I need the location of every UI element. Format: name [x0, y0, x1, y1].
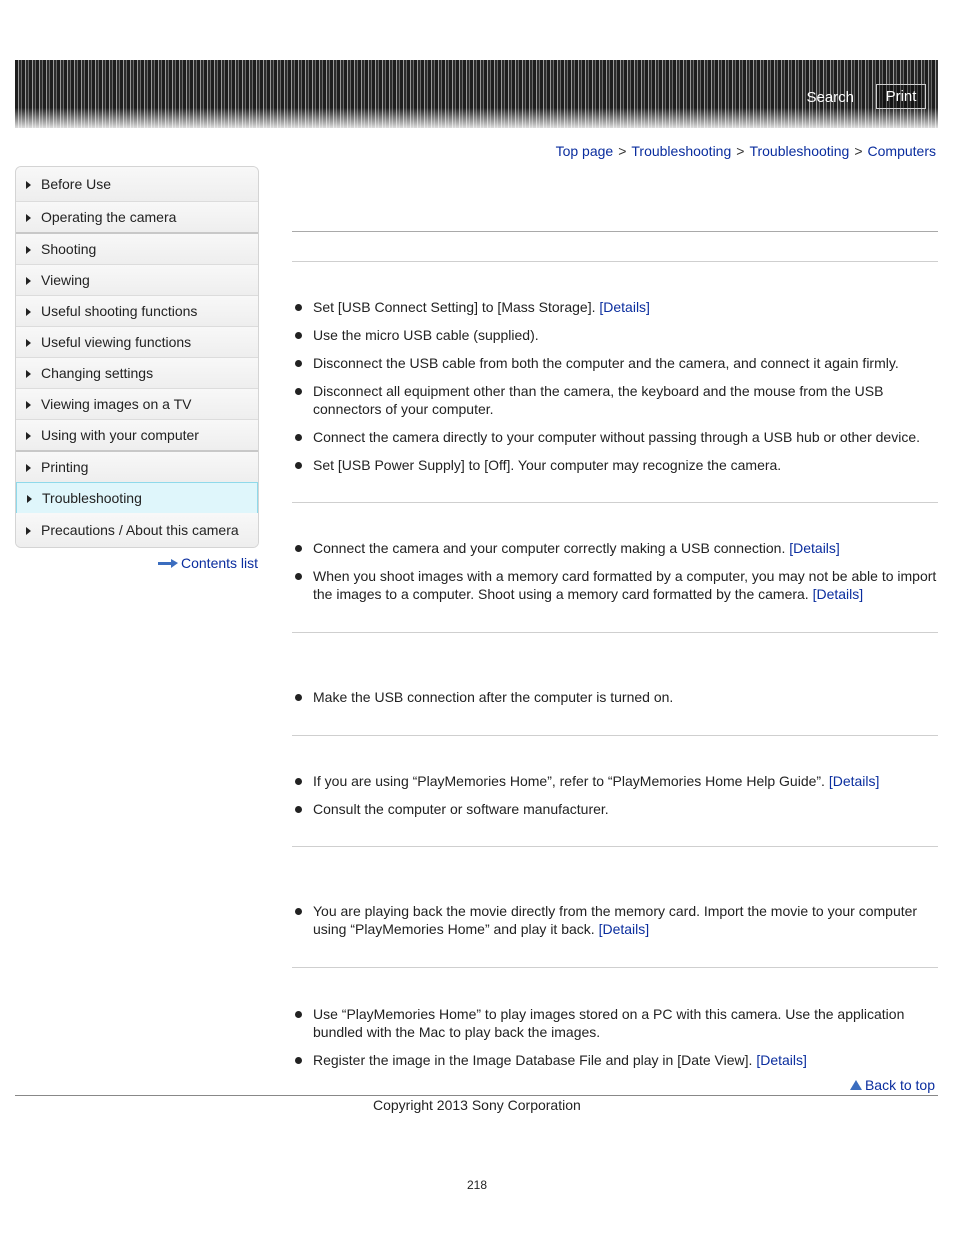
list-item	[292, 902, 938, 938]
breadcrumb	[556, 143, 936, 159]
sidebar-item-label: Before Use	[41, 176, 112, 192]
arrow-right-icon	[26, 370, 31, 378]
arrow-right-icon	[26, 214, 31, 222]
item-text: Connect the camera directly to your computer without passing through a USB hub or other device.	[313, 429, 920, 445]
list-item	[292, 326, 938, 344]
sidebar-item-shooting[interactable]	[16, 234, 258, 265]
details-link[interactable]: [Details]	[598, 921, 650, 937]
sidebar-item-useful-shooting-functions[interactable]	[16, 296, 258, 327]
divider	[292, 632, 938, 633]
breadcrumb-separator: >	[618, 143, 627, 159]
arrow-right-icon	[26, 432, 31, 440]
sidebar-item-precautions[interactable]	[16, 513, 258, 547]
arrow-right-icon	[26, 401, 31, 409]
item-text: Consult the computer or software manufacturer.	[313, 801, 609, 817]
arrow-right-icon	[26, 181, 31, 189]
sidebar-item-useful-viewing-functions[interactable]	[16, 327, 258, 358]
sidebar-item-label: Operating the camera	[41, 209, 177, 225]
list-item	[292, 688, 938, 706]
print-button[interactable]: Print	[876, 84, 926, 109]
sidebar-item-label: Useful viewing functions	[41, 334, 192, 350]
back-to-top-label[interactable]: Back to top	[864, 1077, 935, 1093]
divider	[292, 967, 938, 968]
breadcrumb-separator: >	[736, 143, 745, 159]
sidebar-item-label: Changing settings	[41, 365, 154, 381]
list-item	[292, 354, 938, 372]
list-item	[292, 567, 938, 603]
sidebar-item-viewing-images-on-tv[interactable]	[16, 389, 258, 420]
list-item	[292, 539, 938, 557]
sidebar-item-changing-settings[interactable]	[16, 358, 258, 389]
search-link[interactable]: Search	[806, 89, 854, 106]
item-text: Disconnect all equipment other than the camera, the keyboard and the mouse from the USB connectors of your computer.	[313, 383, 884, 417]
arrow-up-icon	[850, 1080, 862, 1090]
arrow-right-icon	[26, 277, 31, 285]
arrow-right-icon	[158, 559, 178, 567]
list-item	[292, 428, 938, 446]
section-4-list	[292, 772, 938, 828]
sidebar-item-label: Shooting	[41, 241, 97, 257]
sidebar-item-troubleshooting[interactable]	[16, 482, 258, 514]
sidebar-item-label: Useful shooting functions	[41, 303, 198, 319]
contents-list-label[interactable]: Contents list	[181, 555, 259, 571]
arrow-right-icon	[26, 339, 31, 347]
divider	[292, 735, 938, 736]
sidebar-item-using-with-your-computer[interactable]	[16, 420, 258, 452]
item-text: Use “PlayMemories Home” to play images stored on a PC with this camera. Use the application bundled with the Mac to play back the images.	[313, 1006, 905, 1040]
contents-list-link[interactable]	[158, 555, 258, 571]
list-item	[292, 1005, 938, 1041]
breadcrumb-separator: >	[854, 143, 863, 159]
section-5-list	[292, 902, 938, 948]
details-link[interactable]: [Details]	[828, 773, 880, 789]
sidebar-item-label: Viewing	[41, 272, 90, 288]
details-link[interactable]: [Details]	[789, 540, 840, 556]
divider	[292, 261, 938, 262]
footer-divider	[15, 1095, 938, 1096]
divider	[292, 231, 938, 232]
list-item	[292, 382, 938, 418]
arrow-right-icon	[26, 246, 31, 254]
item-text: Set [USB Power Supply] to [Off]. Your computer may recognize the camera.	[313, 457, 782, 473]
arrow-right-icon	[27, 495, 32, 503]
sidebar-item-label: Using with your computer	[41, 427, 199, 443]
breadcrumb-computers[interactable]: Computers	[867, 143, 936, 159]
back-to-top-link[interactable]	[850, 1077, 935, 1093]
arrow-right-icon	[26, 308, 31, 316]
arrow-right-icon	[26, 527, 31, 535]
sidebar-item-label: Troubleshooting	[42, 490, 142, 506]
copyright: Copyright 2013 Sony Corporation	[373, 1097, 581, 1113]
sidebar-item-label: Printing	[41, 459, 89, 475]
breadcrumb-top-page[interactable]: Top page	[555, 143, 614, 159]
section-3-list	[292, 688, 938, 716]
details-link[interactable]: [Details]	[812, 586, 864, 602]
breadcrumb-troubleshooting[interactable]: Troubleshooting	[631, 143, 732, 159]
sidebar-item-label: Precautions / About this camera	[41, 522, 239, 538]
list-item	[292, 456, 938, 474]
sidebar-item-printing[interactable]	[16, 452, 258, 483]
list-item	[292, 772, 938, 790]
item-text: Disconnect the USB cable from both the computer and the camera, and connect it again firmly.	[313, 355, 899, 371]
item-text: Connect the camera and your computer correctly making a USB connection.	[313, 540, 790, 556]
divider	[292, 846, 938, 847]
list-item	[292, 1051, 938, 1069]
sidebar-item-operating-the-camera[interactable]	[16, 202, 258, 234]
breadcrumb-troubleshooting-sub[interactable]: Troubleshooting	[749, 143, 850, 159]
sidebar-item-viewing[interactable]	[16, 265, 258, 296]
item-text: You are playing back the movie directly from the memory card. Import the movie to your computer using “PlayMemories Home” and play it back.	[313, 903, 918, 937]
divider	[292, 502, 938, 503]
sidebar-item-before-use[interactable]	[16, 167, 258, 202]
item-text: Use the micro USB cable (supplied).	[313, 327, 539, 343]
arrow-right-icon	[26, 464, 31, 472]
list-item	[292, 298, 938, 316]
sidebar-item-label: Viewing images on a TV	[41, 396, 192, 412]
item-text: Make the USB connection after the computer is turned on.	[313, 689, 674, 705]
item-text: If you are using “PlayMemories Home”, refer to “PlayMemories Home Help Guide”.	[313, 773, 829, 789]
section-1-list	[292, 298, 938, 484]
item-text: Register the image in the Image Database File and play in [Date View].	[313, 1052, 757, 1068]
list-item	[292, 800, 938, 818]
page-number: 218	[466, 1178, 488, 1192]
section-6-list	[292, 1005, 938, 1079]
header-bar	[15, 60, 938, 128]
section-2-list	[292, 539, 938, 613]
sidebar-nav	[15, 166, 259, 548]
details-link[interactable]: [Details]	[756, 1052, 807, 1068]
item-text: Set [USB Connect Setting] to [Mass Storage].	[313, 299, 600, 315]
item-text: When you shoot images with a memory card formatted by a computer, you may not be able to import the images to a computer. Shoot using a memory card formatted by the camera.	[313, 568, 937, 602]
details-link[interactable]: [Details]	[599, 299, 650, 315]
